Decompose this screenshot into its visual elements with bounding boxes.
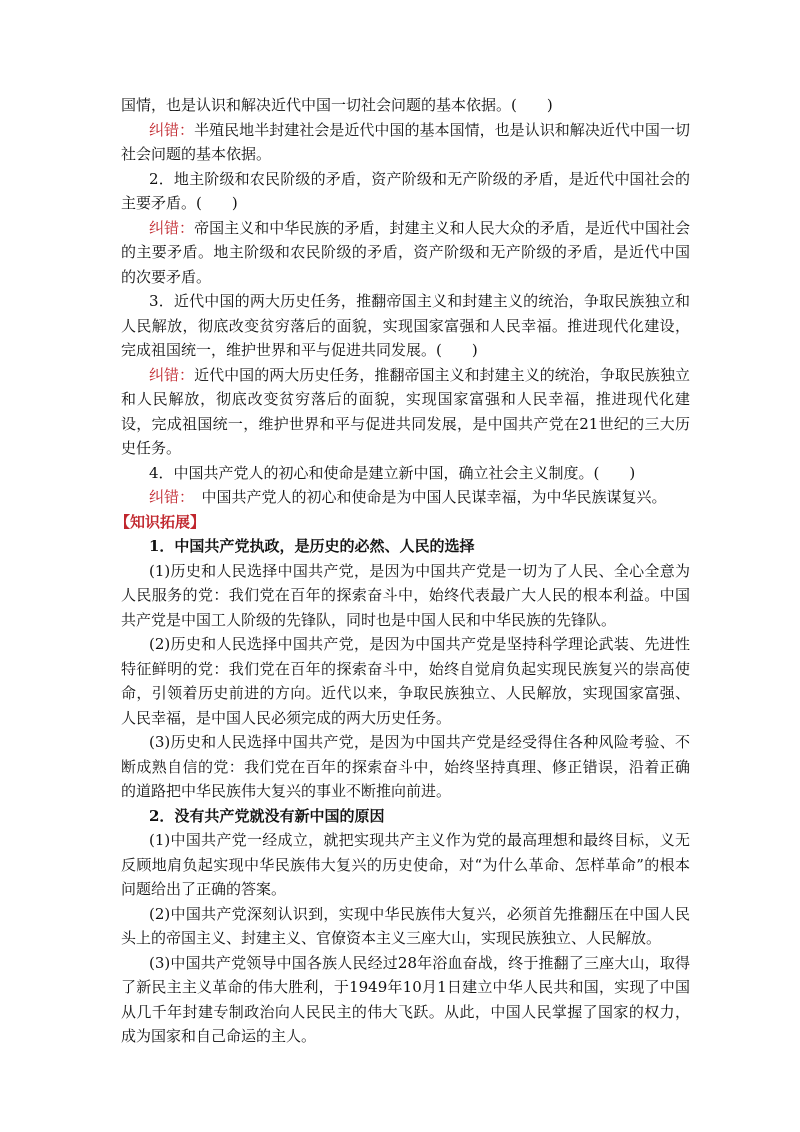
question-3: 3．近代中国的两大历史任务，推翻帝国主义和封建主义的统治，争取民族独立和人民解放，彻底改变贫穷落后的面貌，实现国家富强和人民幸福。推进现代化建设，完成祖国统一，维护世界和平与促进共同发展。( ) — [121, 292, 690, 359]
topic-1-para: (1)历史和人民选择中国共产党，是因为中国共产党是一切为了人民、全心全意为人民服务的党：我们党在百年的探索奋斗中，始终代表最广大人民的根本利益。中国共产党是中国工人阶级的先锋队，同时也是中国人民和中华民族的先锋队。 — [121, 561, 690, 629]
correction-label: 纠错： — [149, 365, 195, 384]
correction-2: 纠错：帝国主义和中华民族的矛盾，封建主义和人民大众的矛盾，是近代中国社会的主要矛盾。地主阶级和农民阶级的矛盾，资产阶级和无产阶级的矛盾，是近代中国的次要矛盾。 — [121, 218, 690, 286]
correction-3: 纠错：近代中国的两大历史任务，推翻帝国主义和封建主义的统治，争取民族独立和人民解放，彻底改变贫穷落后的面貌，实现国家富强和人民幸福，推进现代化建设，完成祖国统一，维护世界和平与促进共同发展，是中国共产党在21世纪的三大历史任务。 — [121, 365, 690, 457]
question-1-tail: 国情，也是认识和解决近代中国一切社会问题的基本依据。( ) — [121, 96, 553, 114]
correction-1: 纠错：半殖民地半封建社会是近代中国的基本国情，也是认识和解决近代中国一切社会问题的基本依据。 — [121, 120, 690, 163]
correction-label: 纠错： — [149, 218, 195, 237]
topic-1-para: (3)历史和人民选择中国共产党，是因为中国共产党是经受得住各种风险考验、不断成熟自信的党：我们党在百年的探索奋斗中，始终坚持真理、修正错误，沿着正确的道路把中华民族伟大复兴的事业不断推向前进。 — [121, 733, 690, 800]
section-title: 【知识拓展】 — [115, 512, 206, 531]
correction-label: 纠错： — [149, 120, 195, 139]
topic-2-para: (1)中国共产党一经成立，就把实现共产主义作为党的最高理想和最终目标，义无反顾地肩负起实现中华民族伟大复兴的历史使命，对“为什么革命、怎样革命”的根本问题给出了正确的答案。 — [121, 831, 690, 898]
question-4: 4．中国共产党人的初心和使命是建立新中国，确立社会主义制度。( ) — [149, 463, 636, 482]
topic-1-title: 1．中国共产党执政，是历史的必然、人民的选择 — [149, 537, 475, 555]
question-2: 2．地主阶级和农民阶级的矛盾，资产阶级和无产阶级的矛盾，是近代中国社会的主要矛盾。( ) — [121, 169, 690, 212]
topic-2-para: (2)中国共产党深刻认识到，实现中华民族伟大复兴，必须首先推翻压在中国人民头上的帝国主义、封建主义、官僚资本主义三座大山，实现民族独立、人民解放。 — [121, 904, 690, 947]
topic-2-para: (3)中国共产党领导中国各族人民经过28年浴血奋战，终于推翻了三座大山，取得了新民主主义革命的伟大胜利，于1949年10月1日建立中华人民共和国，实现了中国从几千年封建专制政治向人民民主的伟大飞跃。从此，中国人民掌握了国家的权力，成为国家和自己命运的主人。 — [121, 953, 690, 1045]
correction-4: 纠错： 中国共产党人的初心和使命是为中国人民谋幸福，为中华民族谋复兴。 — [149, 488, 667, 506]
topic-2-title: 2．没有共产党就没有新中国的原因 — [149, 806, 385, 825]
correction-label: 纠错： — [149, 488, 187, 506]
topic-1-para: (2)历史和人民选择中国共产党，是因为中国共产党是坚持科学理论武装、先进性特征鲜明的党：我们党在百年的探索奋斗中，始终自觉肩负起实现民族复兴的崇高使命，引领着历史前进的方向。近代以来，争取民族独立、人民解放，实现国家富强、人民幸福，是中国人民必须完成的两大历史任务。 — [121, 635, 690, 727]
